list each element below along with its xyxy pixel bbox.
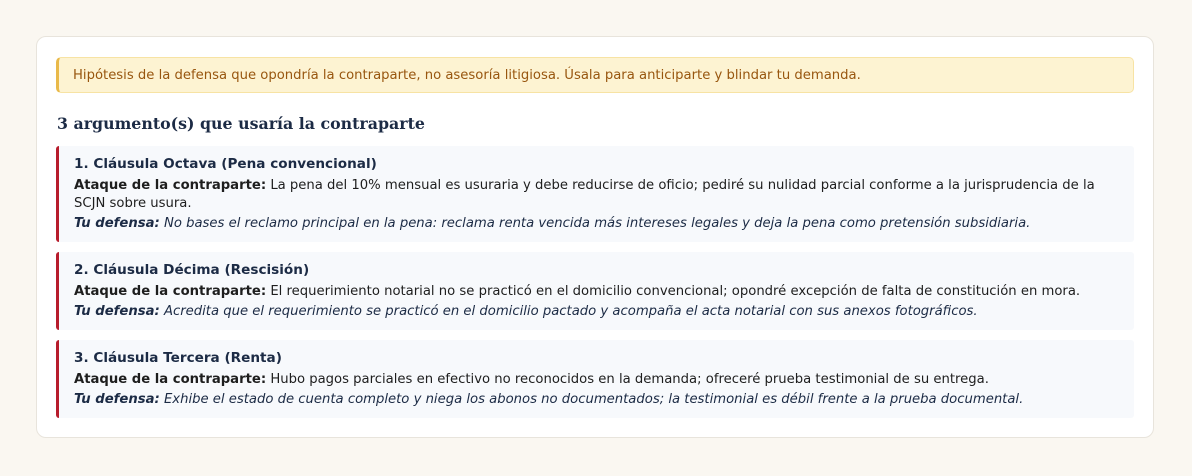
argument-defense (74, 303, 1124, 321)
disclaimer-text: Hipótesis de la defensa que opondría la contraparte, no asesoría litigiosa. Úsala para anticiparte y blindar tu demanda. (73, 67, 861, 83)
defense-label: Tu defensa: (74, 392, 160, 407)
argument-attack (74, 371, 1124, 389)
argument-attack (74, 283, 1124, 301)
argument-attack (74, 177, 1124, 213)
attack-label: Ataque de la contraparte: (74, 178, 267, 193)
defense-text: Exhibe el estado de cuenta completo y niega los abonos no documentados; la testimonial es débil frente a la prueba documental. (163, 392, 1024, 407)
attack-text: El requerimiento notarial no se practicó en el domicilio convencional; opondré excepción de falta de constitución en mora. (270, 284, 1081, 299)
attack-label: Ataque de la contraparte: (74, 284, 267, 299)
argument-item (56, 252, 1134, 330)
argument-title: 1. Cláusula Octava (Pena convencional) (74, 156, 377, 172)
argument-defense (74, 391, 1124, 409)
argument-title: 2. Cláusula Décima (Rescisión) (74, 262, 310, 278)
attack-text: Hubo pagos parciales en efectivo no reconocidos en la demanda; ofreceré prueba testimonial de su entrega. (270, 372, 989, 387)
argument-item (56, 340, 1134, 418)
defense-text: No bases el reclamo principal en la pena: reclama renta vencida más intereses legales y deja la pena como pretensión subsidiaria. (163, 216, 1031, 231)
attack-text: La pena del 10% mensual es usuraria y debe reducirse de oficio; pediré su nulidad parcial conforme a la jurisprudencia de la SCJN sobre usura. (74, 178, 1095, 211)
counterargument-card (36, 36, 1154, 438)
disclaimer-banner (56, 57, 1134, 93)
defense-text: Acredita que el requerimiento se practicó en el domicilio pactado y acompaña el acta notarial con sus anexos fotográficos. (163, 304, 978, 319)
section-heading: 3 argumento(s) que usaría la contraparte (57, 114, 425, 133)
argument-defense (74, 215, 1124, 233)
defense-label: Tu defensa: (74, 304, 160, 319)
argument-title: 3. Cláusula Tercera (Renta) (74, 350, 282, 366)
attack-label: Ataque de la contraparte: (74, 372, 267, 387)
argument-item (56, 146, 1134, 242)
defense-label: Tu defensa: (74, 216, 160, 231)
